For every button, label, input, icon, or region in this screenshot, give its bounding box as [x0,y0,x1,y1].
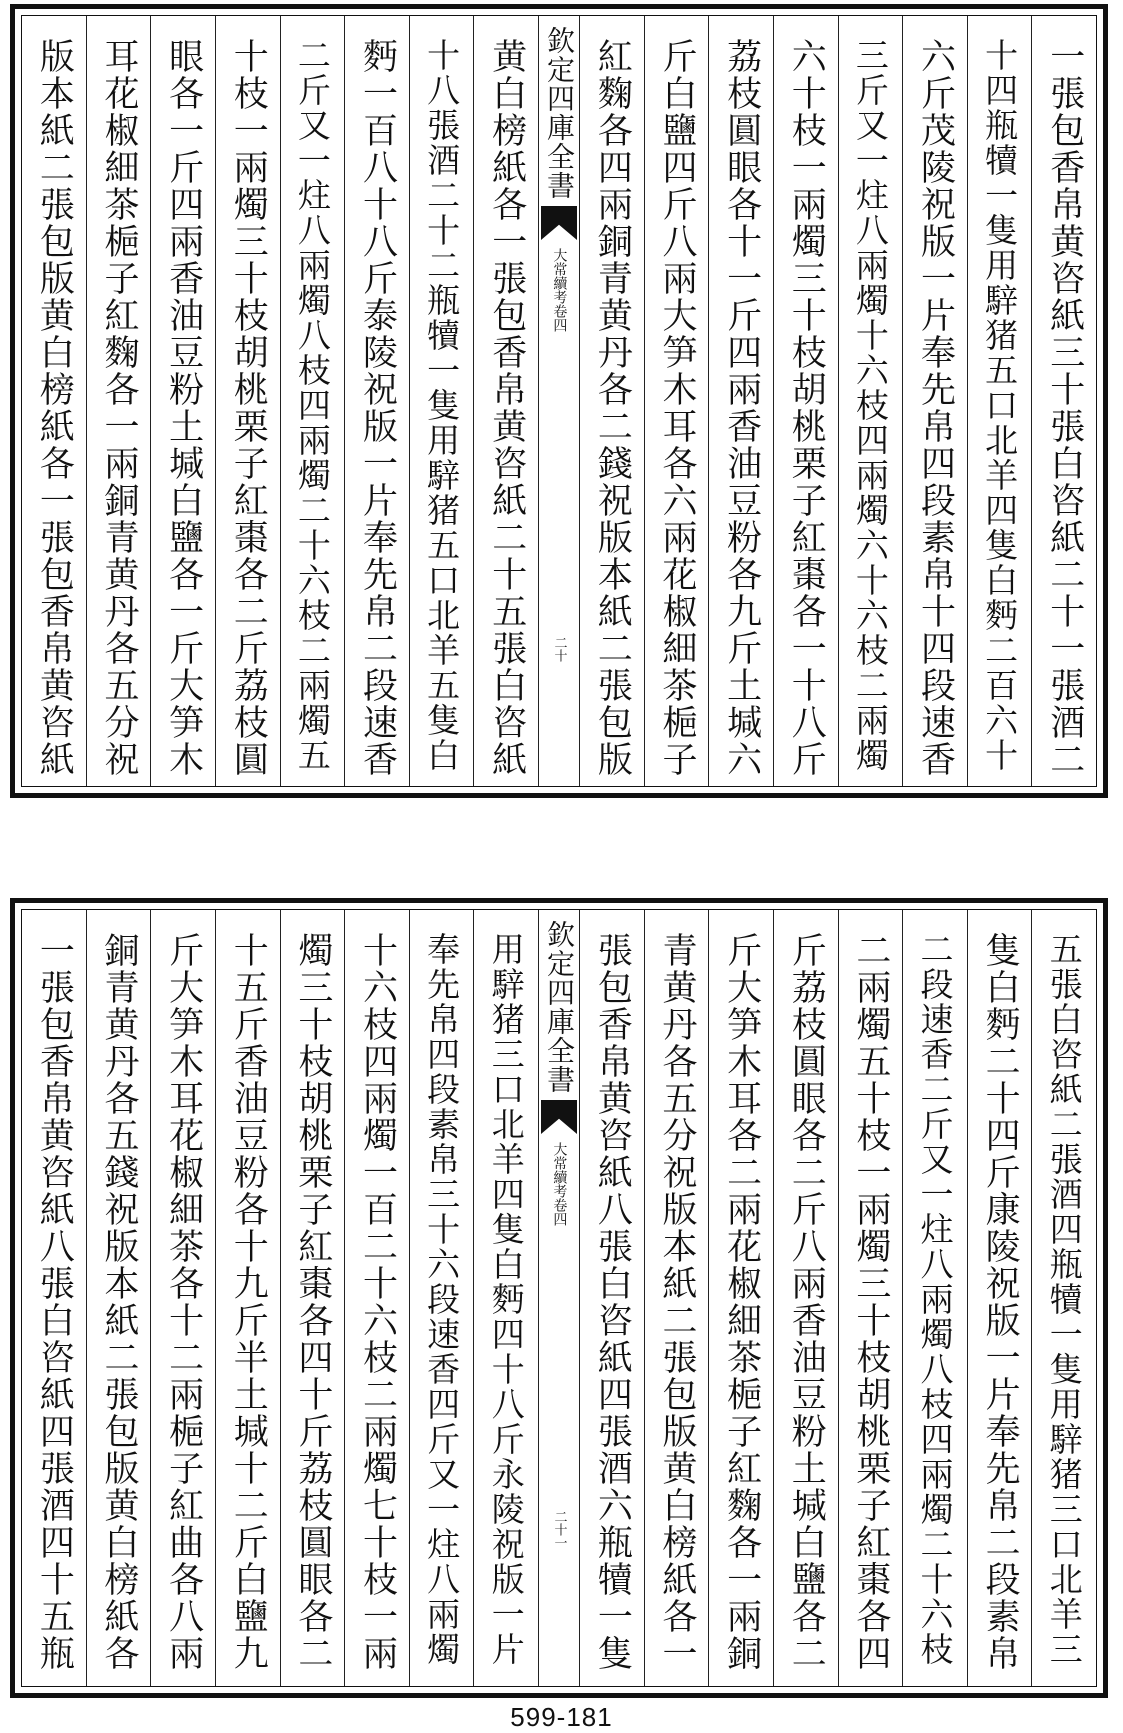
bottom-page-frame [21,909,1097,1687]
text-column: 用騂猪三口北羊四隻白麪四十八斤永陵祝版一片 [473,910,538,1686]
text-column: 十六枝四兩燭一百二十六枝二兩燭七十枝一兩 [344,910,409,1686]
bottom-columns [22,910,1096,1686]
text-column: 一張包香帛黄咨紙八張白咨紙四張酒四十五瓶 [34,932,75,1672]
text-column: 二段速香二斤又一炷八兩燭八枝四兩燭二十六枝 [902,910,967,1686]
text-column: 十八張酒二十二瓶犢一隻用騂猪五口北羊五隻白 [409,16,474,786]
center-margin [538,16,579,786]
chapter-title: 大常續考卷四 [551,248,568,332]
text-column: 斤大笋木耳花椒細茶各十二兩梔子紅曲各八兩 [150,910,215,1686]
text-column: 二斤又一炷八兩燭八枝四兩燭二十六枝二兩燭五 [280,16,345,786]
text-column: 黄白榜紙各一張包香帛黄咨紙二十五張白咨紙 [473,16,538,786]
text-column: 斤大笋木耳各二兩花椒細茶梔子紅麴各一兩銅 [708,910,773,1686]
text-column: 六斤茂陵祝版一片奉先帛四段素帛十四段速香 [902,16,967,786]
text-column: 三斤又一炷八兩燭十六枝四兩燭六十六枝二兩燭 [838,16,903,786]
text-column: 紅麴各四兩銅青黄丹各二錢祝版本紙二張包版 [579,16,644,786]
text-column: 六十枝一兩燭三十枝胡桃栗子紅棗各一十八斤 [773,16,838,786]
text-column: 十四瓶犢一隻用騂猪五口北羊四隻白麪二百六十 [967,16,1032,786]
bottom-page [10,898,1108,1698]
fishtail-mark-icon [541,1100,577,1134]
text-column: 十枝一兩燭三十枝胡桃栗子紅棗各二斤荔枝圓 [215,16,280,786]
text-column: 荔枝圓眼各十一斤四兩香油豆粉各九斤土堿六 [708,16,773,786]
text-column: 斤荔枝圓眼各二斤八兩香油豆粉土堿白鹽各二 [773,910,838,1686]
page-reference: 599-181 [510,1702,613,1732]
book-title: 欽定四庫全書 [543,26,576,200]
top-page [10,4,1108,798]
text-column: 麪一百八十八斤泰陵祝版一片奉先帛二段速香 [344,16,409,786]
text-column: 青黄丹各五分祝版本紙二張包版黄白榜紙各一 [644,910,709,1686]
folio-number: 二十一 [551,1510,567,1549]
text-column: 奉先帛四段素帛三十六段速香四斤又一炷八兩燭 [409,910,474,1686]
text-column: 二兩燭五十枝一兩燭三十枝胡桃栗子紅棗各四 [838,910,903,1686]
text-column: 五張白咨紙二張酒四瓶犢一隻用騂猪三口北羊三 [1031,910,1096,1686]
folio-number: 二十 [551,636,567,662]
text-column: 一張包香帛黄咨紙三十張白咨紙二十一張酒二 [1031,16,1096,786]
text-column: 斤白鹽四斤八兩大笋木耳各六兩花椒細茶梔子 [644,16,709,786]
text-column: 耳花椒細茶梔子紅麴各一兩銅青黄丹各五分祝 [86,16,151,786]
text-column: 燭三十枝胡桃栗子紅棗各四十斤荔枝圓眼各二 [280,910,345,1686]
top-columns [22,16,1096,786]
text-column: 眼各一斤四兩香油豆粉土堿白鹽各一斤大笋木 [150,16,215,786]
text-column: 隻白麪二十四斤康陵祝版一片奉先帛二段素帛 [967,910,1032,1686]
text-column: 十五斤香油豆粉各十九斤半土堿十二斤白鹽九 [215,910,280,1686]
fishtail-mark-icon [541,206,577,240]
chapter-title: 大常續考卷四 [551,1142,568,1226]
top-page-frame [21,15,1097,787]
text-column: 版本紙二張包版黄白榜紙各一張包香帛黄咨紙 [34,38,75,778]
book-title: 欽定四庫全書 [543,920,576,1094]
center-margin [538,910,579,1686]
text-column: 張包香帛黄咨紙八張白咨紙四張酒六瓶犢一隻 [579,910,644,1686]
text-column: 銅青黄丹各五錢祝版本紙二張包版黄白榜紙各 [86,910,151,1686]
